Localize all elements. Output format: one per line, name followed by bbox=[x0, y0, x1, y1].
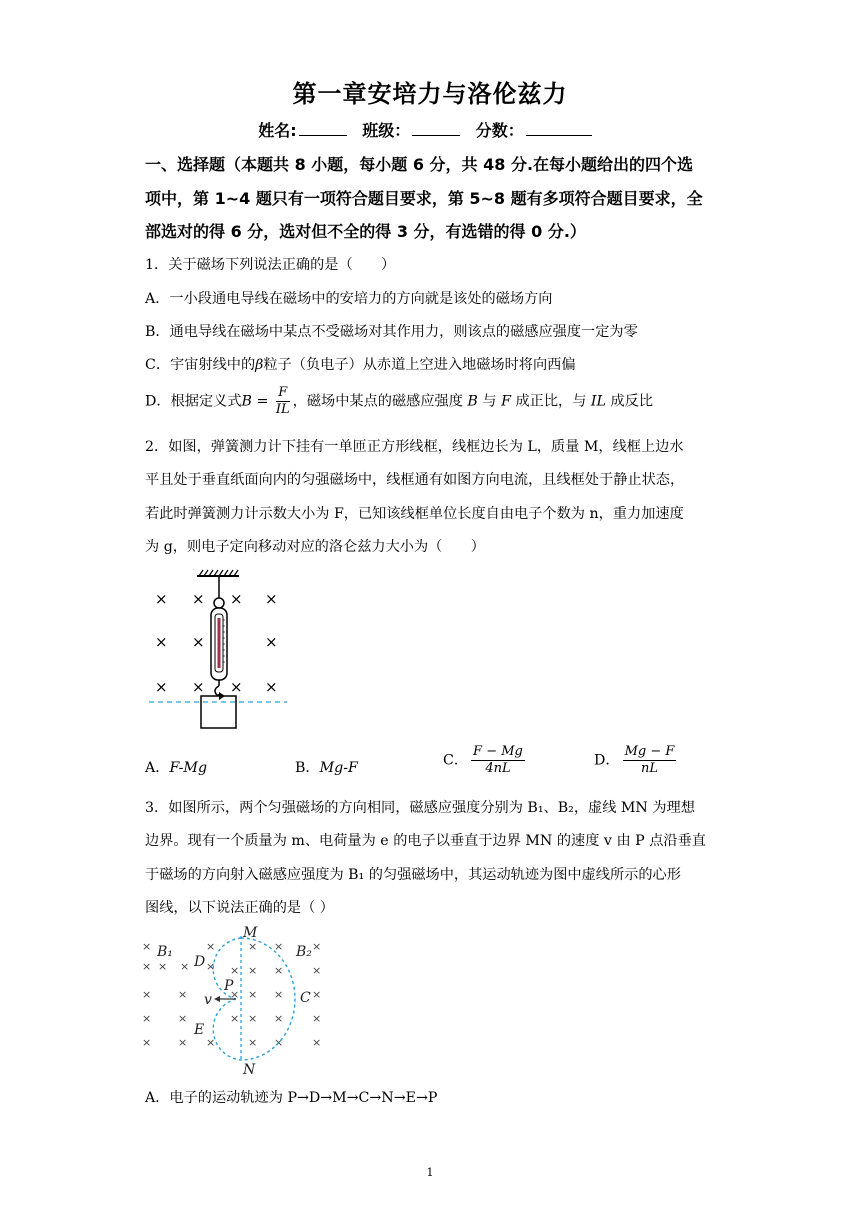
svg-text:×: × bbox=[155, 678, 168, 696]
svg-text:×: × bbox=[142, 1012, 152, 1025]
svg-text:×: × bbox=[312, 964, 322, 977]
svg-text:B₂: B₂ bbox=[296, 944, 312, 960]
svg-text:B₁: B₁ bbox=[157, 944, 173, 960]
svg-text:×: × bbox=[178, 988, 188, 1001]
svg-text:×: × bbox=[155, 590, 168, 608]
svg-text:D: D bbox=[194, 954, 206, 970]
svg-text:×: × bbox=[178, 1012, 188, 1025]
svg-text:×: × bbox=[206, 940, 216, 953]
beta-symbol: β bbox=[255, 357, 264, 373]
svg-text:×: × bbox=[142, 1036, 152, 1049]
svg-text:×: × bbox=[312, 940, 322, 953]
svg-text:×: × bbox=[265, 678, 278, 696]
svg-text:N: N bbox=[243, 1062, 256, 1074]
svg-text:×: × bbox=[158, 960, 168, 973]
q3-line-2: 边界。现有一个质量为 m、电荷量为 e 的电子以垂直于边界 MN 的速度 v 由 P 点沿垂直 bbox=[145, 833, 706, 849]
q1-option-b: B．通电导线在磁场中某点不受磁场对其作用力，则该点的磁感应强度一定为零 bbox=[145, 324, 638, 340]
q1-option-d: D．根据定义式B = $\frac{F}{IL}$ ，磁场中某点的磁感应强度 B 与 F 成正比，与 IL 成反比 bbox=[145, 385, 654, 417]
svg-text:P: P bbox=[224, 978, 234, 994]
q3-line-3: 于磁场的方向射入磁感应强度为 B₁ 的匀强磁场中，其运动轨迹为图中虚线所示的心形 bbox=[145, 867, 681, 883]
svg-text:×: × bbox=[142, 940, 152, 953]
q2-c-fraction: $\frac{F - Mg}{4nL}$ bbox=[473, 744, 523, 776]
q3-heart-trajectory-figure bbox=[140, 924, 330, 1074]
svg-text:×: × bbox=[178, 1036, 188, 1049]
svg-text:×: × bbox=[265, 590, 278, 608]
section-header-line-1: 一、选择题（本题共 8 小题，每小题 6 分，共 48 分.在每小题给出的四个选 bbox=[145, 155, 694, 174]
q1-option-a: A．一小段通电导线在磁场中的安培力的方向就是该处的磁场方向 bbox=[145, 291, 553, 307]
q2-option-d: D． $\frac{Mg - F}{nL}$ bbox=[594, 744, 675, 776]
svg-text:×: × bbox=[180, 960, 190, 973]
q1-option-c: C．宇宙射线中的β粒子（负电子）从赤道上空进入地磁场时将向西偏 bbox=[145, 357, 576, 373]
svg-text:×: × bbox=[274, 964, 284, 977]
class-blank bbox=[412, 121, 460, 136]
score-label: 分数： bbox=[475, 121, 524, 140]
svg-text:×: × bbox=[312, 988, 322, 1001]
svg-text:×: × bbox=[206, 1036, 216, 1049]
page-title: 第一章安培力与洛伦兹力 bbox=[292, 80, 568, 108]
svg-text:×: × bbox=[265, 633, 278, 651]
svg-text:×: × bbox=[274, 940, 284, 953]
svg-text:M: M bbox=[243, 925, 258, 941]
svg-text:×: × bbox=[230, 964, 240, 977]
q3-option-a: A．电子的运动轨迹为 P→D→M→C→N→E→P bbox=[145, 1090, 438, 1106]
name-blank bbox=[299, 121, 347, 136]
svg-text:E: E bbox=[194, 1022, 205, 1038]
q3-line-1: 3．如图所示，两个匀强磁场的方向相同，磁感应强度分别为 B₁、B₂，虚线 MN 为理想 bbox=[145, 800, 695, 816]
q2-line-2: 平且处于垂直纸面向内的匀强磁场中，线框通有如图方向电流，且线框处于静止状态， bbox=[145, 472, 685, 488]
svg-text:×: × bbox=[192, 590, 205, 608]
q2-d-fraction: $\frac{Mg - F}{nL}$ bbox=[624, 744, 675, 776]
svg-text:×: × bbox=[192, 678, 205, 696]
svg-text:×: × bbox=[230, 988, 240, 1001]
svg-text:×: × bbox=[206, 960, 216, 973]
svg-text:×: × bbox=[312, 1036, 322, 1049]
trajectory-lower-left-arc bbox=[213, 999, 241, 1060]
q2-spring-balance-figure bbox=[145, 568, 305, 736]
svg-text:×: × bbox=[274, 1012, 284, 1025]
svg-text:×: × bbox=[248, 940, 258, 953]
svg-text:×: × bbox=[142, 960, 152, 973]
svg-text:×: × bbox=[248, 1036, 258, 1049]
section-header-line-2: 项中，第 1~4 题只有一项符合题目要求，第 5~8 题有多项符合题目要求，全 bbox=[145, 189, 703, 208]
svg-text:×: × bbox=[312, 1012, 322, 1025]
q1-d-fraction: $\frac{F}{IL}$ bbox=[275, 385, 290, 417]
student-info-line bbox=[0, 118, 860, 141]
svg-text:×: × bbox=[248, 988, 258, 1001]
class-label: 班级： bbox=[362, 121, 411, 140]
square-loop bbox=[201, 696, 236, 728]
svg-text:C: C bbox=[300, 990, 311, 1006]
svg-text:×: × bbox=[192, 633, 205, 651]
page-number: 1 bbox=[426, 1166, 434, 1179]
svg-text:×: × bbox=[155, 633, 168, 651]
svg-text:×: × bbox=[230, 590, 243, 608]
q2-line-4: 为 g，则电子定向移动对应的洛仑兹力大小为（ ） bbox=[145, 539, 485, 555]
svg-text:×: × bbox=[248, 964, 258, 977]
name-label: 姓名: bbox=[258, 121, 297, 140]
q2-option-a: A．F-Mg bbox=[145, 760, 208, 776]
section-header-line-3: 部选对的得 6 分，选对但不全的得 3 分，有选错的得 0 分.） bbox=[145, 222, 586, 241]
q2-line-1: 2．如图，弹簧测力计下挂有一单匝正方形线框，线框边长为 L，质量 M，线框上边水 bbox=[145, 439, 684, 455]
svg-text:×: × bbox=[274, 1036, 284, 1049]
q2-line-3: 若此时弹簧测力计示数大小为 F，已知该线框单位长度自由电子个数为 n，重力加速度 bbox=[145, 506, 684, 522]
svg-text:×: × bbox=[230, 678, 243, 696]
svg-text:×: × bbox=[248, 1012, 258, 1025]
svg-text:×: × bbox=[274, 988, 284, 1001]
svg-text:×: × bbox=[230, 1012, 240, 1025]
svg-text:v: v bbox=[204, 992, 212, 1008]
q2-option-b: B．Mg-F bbox=[295, 760, 358, 776]
q3-line-4: 图线，以下说法正确的是（ ） bbox=[145, 900, 334, 916]
svg-text:×: × bbox=[142, 988, 152, 1001]
q1-stem: 1．关于磁场下列说法正确的是（ ） bbox=[145, 257, 396, 273]
q2-option-c: C． $\frac{F - Mg}{4nL}$ bbox=[443, 744, 523, 776]
score-blank bbox=[526, 121, 592, 136]
